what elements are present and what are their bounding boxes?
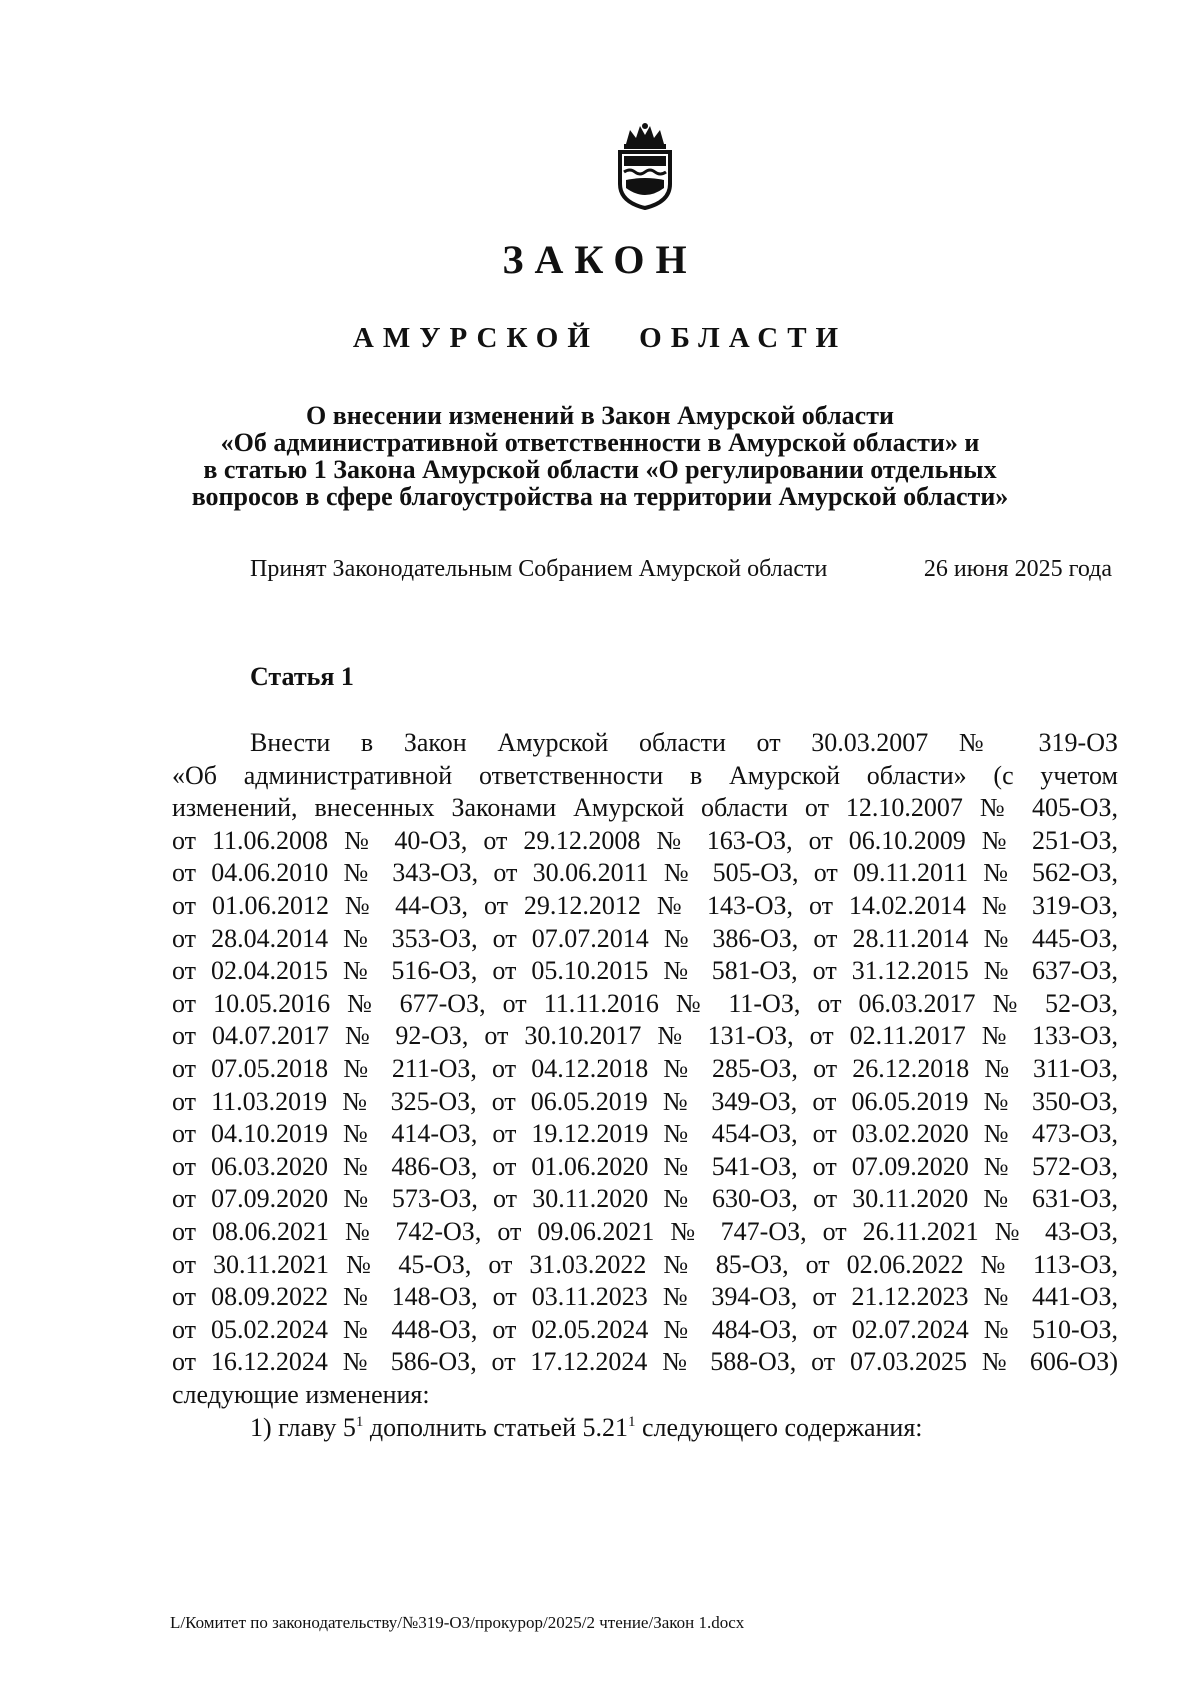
body-line: «Об административной ответственности в Амурской области» (с учетом (172, 760, 1118, 790)
adoption-text: Принят Законодательным Собранием Амурской области (250, 556, 828, 582)
body-line: от 01.06.2012 № 44-ОЗ, от 29.12.2012 № 143-ОЗ, от 14.02.2014 № 319-ОЗ, (172, 890, 1118, 920)
file-path-footer: L/Комитет по законодательству/№319-ОЗ/прокурор/2025/2 чтение/Закон 1.docx (170, 1613, 745, 1632)
coat-of-arms-icon (614, 122, 676, 210)
list-item-1 (250, 1413, 923, 1443)
item1-text-c: следующего содержания: (635, 1413, 923, 1442)
article-body (172, 727, 1118, 1411)
body-line: от 04.10.2019 № 414-ОЗ, от 19.12.2019 № 454-ОЗ, от 03.02.2020 № 473-ОЗ, (172, 1119, 1118, 1149)
adoption-date: 26 июня 2025 года (923, 556, 1112, 582)
body-line: от 07.05.2018 № 211-ОЗ, от 04.12.2018 № 285-ОЗ, от 26.12.2018 № 311-ОЗ, (172, 1053, 1118, 1083)
article-heading: Статья 1 (250, 662, 354, 691)
body-line: от 30.11.2021 № 45-ОЗ, от 31.03.2022 № 85-ОЗ, от 02.06.2022 № 113-ОЗ, (172, 1249, 1118, 1279)
body-line: от 28.04.2014 № 353-ОЗ, от 07.07.2014 № 386-ОЗ, от 28.11.2014 № 445-ОЗ, (172, 923, 1118, 953)
law-title (170, 402, 1030, 510)
body-line: от 05.02.2024 № 448-ОЗ, от 02.05.2024 № 484-ОЗ, от 02.07.2024 № 510-ОЗ, (172, 1314, 1118, 1344)
law-title-line: О внесении изменений в Закон Амурской области (306, 401, 894, 430)
document-title: ЗАКОН (502, 237, 698, 282)
body-line: от 08.06.2021 № 742-ОЗ, от 09.06.2021 № 747-ОЗ, от 26.11.2021 № 43-ОЗ, (172, 1216, 1118, 1246)
body-line: следующие изменения: (172, 1379, 430, 1409)
body-line: от 16.12.2024 № 586-ОЗ, от 17.12.2024 № 588-ОЗ, от 07.03.2025 № 606-ОЗ) (172, 1347, 1118, 1377)
law-title-line: вопросов в сфере благоустройства на территории Амурской области» (191, 482, 1009, 511)
body-line: от 06.03.2020 № 486-ОЗ, от 01.06.2020 № 541-ОЗ, от 07.09.2020 № 572-ОЗ, (172, 1151, 1118, 1181)
body-line: от 11.06.2008 № 40-ОЗ, от 29.12.2008 № 163-ОЗ, от 06.10.2009 № 251-ОЗ, (172, 825, 1118, 855)
body-line: от 11.03.2019 № 325-ОЗ, от 06.05.2019 № 349-ОЗ, от 06.05.2019 № 350-ОЗ, (172, 1086, 1118, 1116)
law-title-line: в статью 1 Закона Амурской области «О регулировании отдельных (203, 455, 997, 484)
item1-text-a: 1) главу 5 (250, 1413, 356, 1442)
body-line: от 10.05.2016 № 677-ОЗ, от 11.11.2016 № 11-ОЗ, от 06.03.2017 № 52-ОЗ, (172, 988, 1118, 1018)
body-line: от 02.04.2015 № 516-ОЗ, от 05.10.2015 № 581-ОЗ, от 31.12.2015 № 637-ОЗ, (172, 956, 1118, 986)
body-line: изменений, внесенных Законами Амурской области от 12.10.2007 № 405-ОЗ, (172, 793, 1118, 823)
body-line: от 08.09.2022 № 148-ОЗ, от 03.11.2023 № 394-ОЗ, от 21.12.2023 № 441-ОЗ, (172, 1282, 1118, 1312)
body-line: Внести в Закон Амурской области от 30.03.2007 № 319-ОЗ (250, 728, 1118, 757)
item1-superscript-a: 1 (355, 1414, 364, 1430)
law-title-line: «Об административной ответственности в Амурской области» и (220, 428, 980, 457)
region-title: АМУРСКОЙ ОБЛАСТИ (352, 322, 848, 354)
body-line: от 04.07.2017 № 92-ОЗ, от 30.10.2017 № 131-ОЗ, от 02.11.2017 № 133-ОЗ, (172, 1021, 1118, 1051)
item1-text-b: дополнить статьей 5.21 (363, 1413, 628, 1442)
body-line: от 07.09.2020 № 573-ОЗ, от 30.11.2020 № 630-ОЗ, от 30.11.2020 № 631-ОЗ, (172, 1184, 1118, 1214)
item1-superscript-b: 1 (628, 1414, 636, 1430)
body-line: от 04.06.2010 № 343-ОЗ, от 30.06.2011 № 505-ОЗ, от 09.11.2011 № 562-ОЗ, (172, 858, 1118, 888)
